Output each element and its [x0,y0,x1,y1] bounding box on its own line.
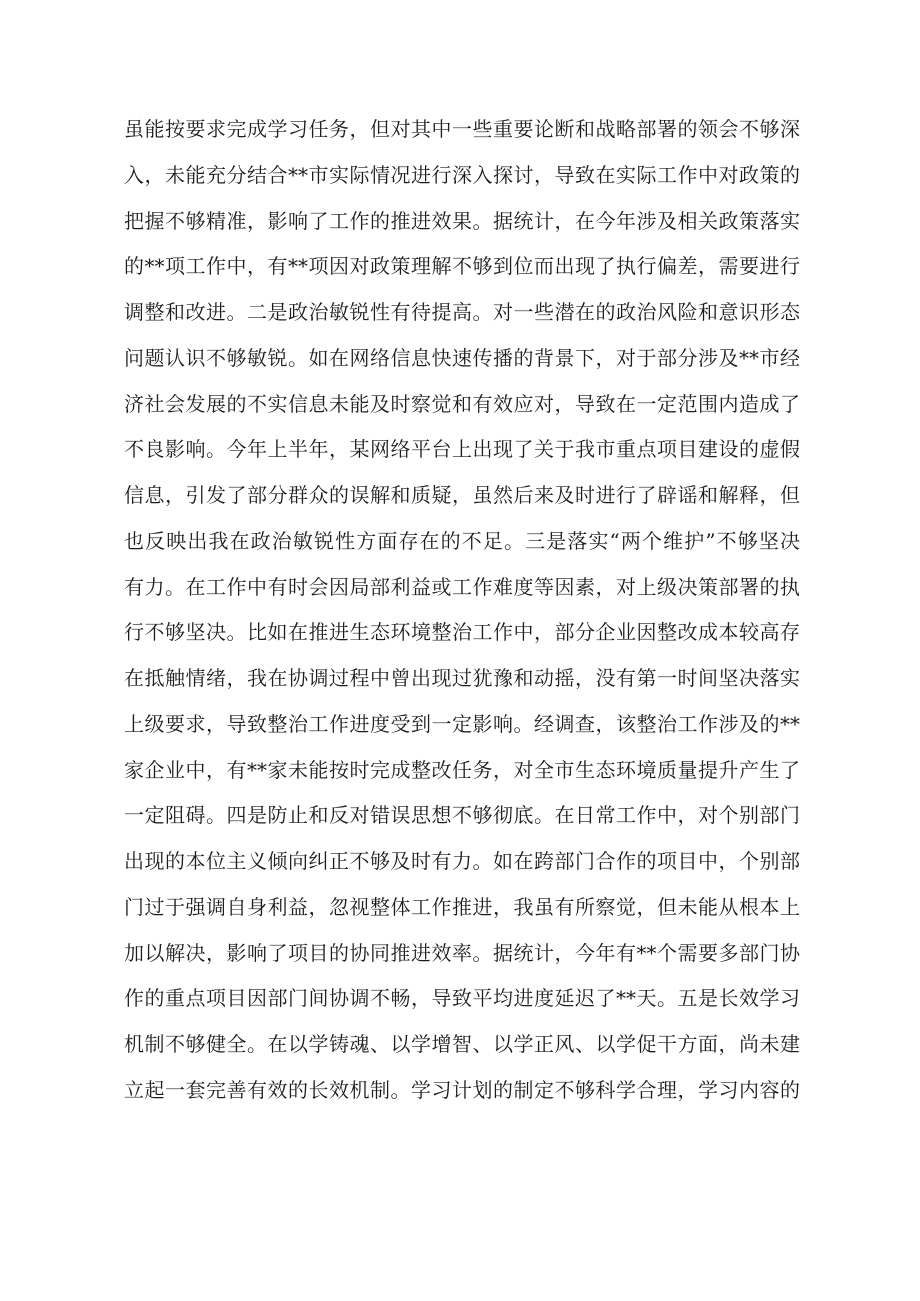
text-line: 济社会发展的不实信息未能及时察觉和有效应对，导致在一定范围内造成了 [124,391,800,416]
text-line: 不良影响。今年上半年，某网络平台上出现了关于我市重点项目建设的虚假 [124,437,800,462]
text-line: 家企业中，有**家未能按时完成整改任务，对全市生态环境质量提升产生了 [124,757,800,782]
text-line: 门过于强调自身利益，忽视整体工作推进，我虽有所察觉，但未能从根本上 [124,894,800,919]
text-line: 一定阻碍。四是防止和反对错误思想不够彻底。在日常工作中，对个别部门 [124,803,800,828]
text-line: 虽能按要求完成学习任务，但对其中一些重要论断和战略部署的领会不够深 [124,117,800,141]
text-line: 立起一套完善有效的长效机制。学习计划的制定不够科学合理，学习内容的 [124,1077,800,1102]
text-line: 机制不够健全。在以学铸魂、以学增智、以学正风、以学促干方面，尚未建 [124,1032,800,1056]
text-line: 有力。在工作中有时会因局部利益或工作难度等因素，对上级决策部署的执 [124,574,800,599]
text-line: 出现的本位主义倾向纠正不够及时有力。如在跨部门合作的项目中，个别部 [124,849,800,873]
text-line: 在抵触情绪，我在协调过程中曾出现过犹豫和动摇，没有第一时间坚决落实 [124,666,800,690]
text-line: 调整和改进。二是政治敏锐性有待提高。对一些潜在的政治风险和意识形态 [124,300,800,324]
body-text [124,107,800,1114]
text-line: 作的重点项目因部门间协调不畅，导致平均进度延迟了**天。五是长效学习 [124,986,800,1011]
text-line: 入，未能充分结合**市实际情况进行深入探讨，导致在实际工作中对政策的 [124,162,800,187]
text-line: 加以解决，影响了项目的协同推进效率。据统计，今年有**个需要多部门协 [124,940,800,965]
text-line: 问题认识不够敏锐。如在网络信息快速传播的背景下，对于部分涉及**市经 [124,345,800,370]
text-line: 也反映出我在政治敏锐性方面存在的不足。三是落实“两个维护”不够坚决 [124,528,800,553]
text-line: 的**项工作中，有**项因对政策理解不够到位而出现了执行偏差，需要进行 [124,254,800,279]
text-line: 上级要求，导致整治工作进度受到一定影响。经调查，该整治工作涉及的** [124,711,800,736]
text-line: 信息，引发了部分群众的误解和质疑，虽然后来及时进行了辟谣和解释，但 [124,483,800,507]
text-line: 行不够坚决。比如在推进生态环境整治工作中，部分企业因整改成本较高存 [124,620,800,645]
text-line: 把握不够精准，影响了工作的推进效果。据统计，在今年涉及相关政策落实 [124,208,800,233]
